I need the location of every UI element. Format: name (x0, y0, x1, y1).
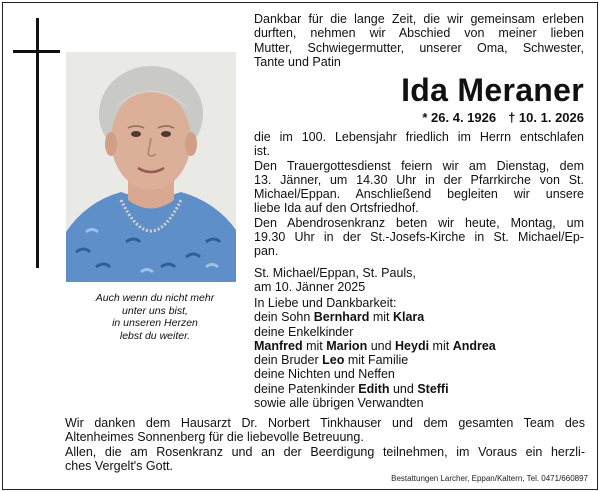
date-line: am 10. Jänner 2025 (254, 280, 366, 295)
mourner-name: Marion (326, 338, 368, 353)
quote-line: unter uns bist, (122, 304, 188, 317)
mourner-nieces: deine Nichten und Neffen (254, 367, 395, 382)
thanks-line: ches Vergelt's Gott. (65, 458, 173, 473)
mourner-name: Bernhard (313, 310, 370, 325)
death-date: † 10. 1. 2026 (508, 110, 584, 125)
quote-line: lebst du weiter. (119, 329, 191, 342)
body-line: Den Abendrosenkranz beten wir heute, Montag, um (254, 215, 584, 230)
thanks-line: Wir danken dem Hausarzt Dr. Norbert Tinkhauser und dem gesamten Team des (65, 416, 585, 430)
cross-icon (36, 18, 39, 268)
connector: und (389, 381, 418, 396)
mourner-relatives: sowie alle übrigen Verwandten (254, 396, 424, 411)
intro-line: Mutter, Schwiegermutter, unserer Oma, Schwester, (254, 40, 584, 55)
portrait-photo (66, 52, 236, 282)
mourner-name: Leo (322, 353, 345, 368)
intro-line: Tante und Patin (254, 54, 341, 69)
memorial-quote (60, 292, 250, 342)
grandchildren-label: deine Enkelkinder (254, 324, 354, 339)
quote-line: in unseren Herzen (112, 317, 198, 330)
body-line: die im 100. Lebensjahr friedlich im Herrn entschlafen (254, 130, 584, 144)
birth-date: * 26. 4. 1926 (422, 110, 497, 125)
connector: mit Familie (344, 353, 409, 368)
intro-line: Dankbar für die lange Zeit, die wir gemeinsam erleben (254, 12, 584, 26)
life-dates (254, 110, 584, 126)
connector: mit (302, 338, 327, 353)
cross-icon-beam (13, 50, 60, 53)
body-line: 13. Jänner, um 14.30 Uhr in der Pfarrkirche von St. (254, 172, 584, 187)
intro-line: durften, nehmen wir Abschied von meiner lieben (254, 26, 584, 41)
relation-label: dein Bruder (254, 353, 323, 368)
relation-label: dein Sohn (254, 310, 314, 325)
body-line: pan. (254, 244, 279, 259)
mourner-name: Manfred (254, 338, 303, 353)
service-details (254, 130, 584, 259)
mourner-name: Steffi (417, 381, 449, 396)
thanks-text (65, 416, 585, 473)
mourner-brother (254, 353, 584, 367)
mourner-grandchildren (254, 339, 584, 353)
mourner-name: Klara (392, 310, 425, 325)
thanks-line: Allen, die am Rosenkranz und an der Beerdigung teilnehmen, im Voraus ein herzli- (65, 444, 585, 459)
mourner-name: Heydi (395, 338, 430, 353)
body-line: Den Trauergottesdienst feiern wir am Dienstag, dem (254, 158, 584, 173)
deceased-name: Ida Meraner (401, 72, 584, 108)
connector: mit (429, 338, 453, 353)
mourners-list (254, 296, 584, 410)
body-line: Michael/Eppan. Anschließend begleiten wir unsere (254, 187, 584, 202)
quote-line: Auch wenn du nicht mehr (95, 292, 215, 304)
mourner-name: Edith (358, 381, 390, 396)
body-line: ist. (254, 144, 270, 159)
funeral-home-credit: Bestattungen Larcher, Eppan/Kaltern, Tel. 0471/660897 (391, 474, 588, 483)
body-line: liebe Ida auf den Ortsfriedhof. (254, 201, 419, 216)
mourners-intro: In Liebe und Dankbarkeit: (254, 296, 397, 310)
intro-text (254, 12, 584, 69)
body-line: 19.30 Uhr in der St.-Josefs-Kirche in St. Michael/Ep- (254, 230, 584, 245)
mourner-name: Andrea (452, 338, 496, 353)
place-line: St. Michael/Eppan, St. Pauls, (254, 266, 416, 280)
connector: mit (369, 310, 393, 325)
relation-label: deine Patenkinder (254, 381, 359, 396)
place-date (254, 266, 584, 295)
connector: und (367, 338, 396, 353)
mourner-godchildren (254, 382, 584, 396)
mourner-son (254, 310, 584, 324)
thanks-line: Altenheimes Sonnenberg für die liebevolle Betreuung. (65, 430, 364, 445)
